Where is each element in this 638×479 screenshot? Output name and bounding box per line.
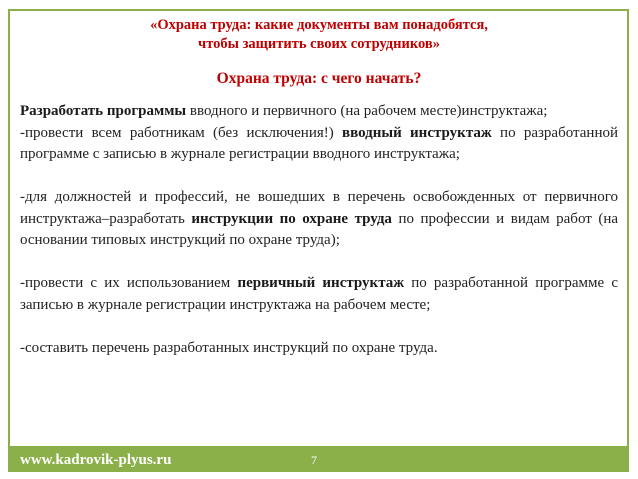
slide-header xyxy=(0,16,638,54)
paragraph-4 xyxy=(20,273,618,316)
paragraph-2-text-end: по разработанной программе с записью в журнале регистрации вводного инструктажа; xyxy=(20,124,619,162)
paragraph-2 xyxy=(20,123,618,166)
paragraph-1-text: вводного и первичного (на рабочем месте)инструктажа; xyxy=(186,103,548,119)
paragraph-3 xyxy=(20,187,618,252)
paragraph-1 xyxy=(20,101,618,123)
footer-bar xyxy=(8,448,629,472)
header-line-1: «Охрана труда: какие документы вам понадобятся, xyxy=(150,17,488,33)
paragraph-3-text-start: -для должностей и профессий, не вошедших в перечень освобожденных от первичного инструктажа–разработать xyxy=(20,189,618,227)
paragraph-gap xyxy=(20,252,618,274)
header-line-2: чтобы защитить своих сотрудников» xyxy=(198,36,440,52)
slide-body xyxy=(20,101,618,359)
page-number: 7 xyxy=(311,453,317,467)
paragraph-3-bold: инструкции по охране труда xyxy=(191,210,392,227)
paragraph-4-bold: первичный инструктаж xyxy=(237,275,405,291)
paragraph-5: -составить перечень разработанных инструкций по охране труда. xyxy=(20,339,438,356)
paragraph-1-bold: Разработать программы xyxy=(20,103,187,119)
paragraph-gap xyxy=(20,166,618,188)
paragraph-2-text-start: -провести всем работникам (без исключения!) xyxy=(20,124,343,141)
paragraph-4-text-start: -провести с их использованием xyxy=(20,275,238,291)
footer-url-link[interactable]: www.kadrovik-plyus.ru xyxy=(20,452,172,468)
paragraph-2-bold: вводный инструктаж xyxy=(342,124,492,141)
paragraph-3-text-end: по профессии и видам работ (на основании типовых инструкций по охране труда); xyxy=(20,210,619,248)
slide-subtitle: Охрана труда: с чего начать? xyxy=(216,70,422,87)
paragraph-gap xyxy=(20,316,618,338)
paragraph-4-text-end: по разработанной программе с записью в журнале регистрации инструктажа на рабочем месте; xyxy=(20,275,618,313)
